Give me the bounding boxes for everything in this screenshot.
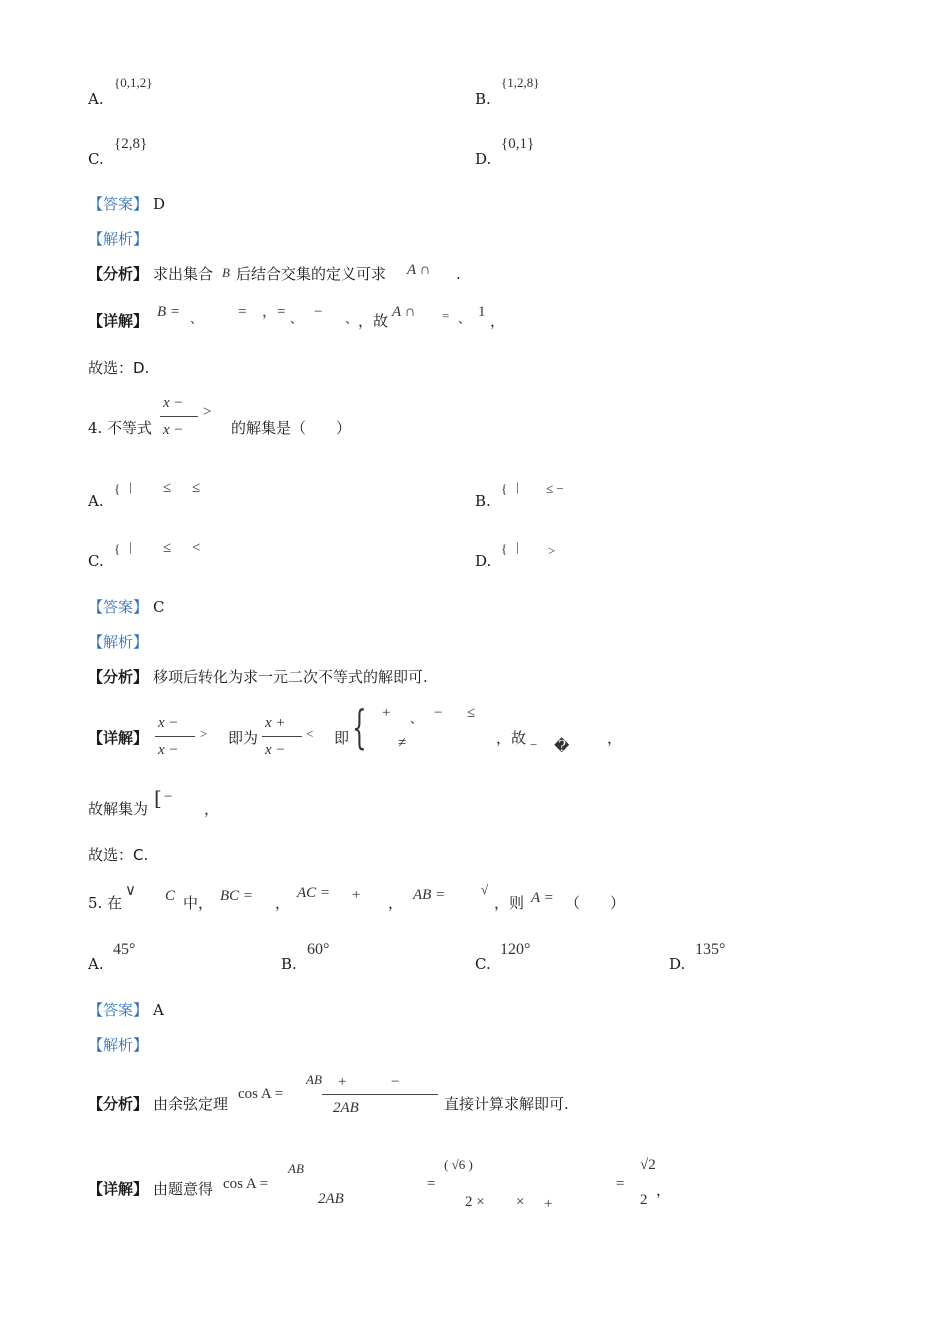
system-eq1: + — [382, 705, 391, 721]
fraction-denominator: 2AB — [318, 1191, 344, 1207]
solution-set-bracket: [ — [154, 786, 162, 810]
analysis-text: 移项后转化为求一元二次不等式的解即可. — [153, 668, 428, 686]
fraction-denominator: 2AB — [333, 1100, 359, 1116]
option-label: C. — [88, 552, 104, 570]
detail-text: ，故 — [358, 312, 389, 330]
question-number: 4. — [88, 419, 103, 437]
fraction-numerator: − — [391, 1074, 400, 1090]
option-value: { — [501, 481, 508, 496]
fraction-denominator: x − — [158, 742, 179, 758]
question-math: AC = — [297, 885, 331, 901]
option-value: {0,1} — [501, 136, 535, 152]
option-label: A. — [88, 492, 104, 510]
option-value: 60° — [307, 941, 330, 958]
detail-math: 、 — [190, 311, 204, 326]
relation-symbol: > — [203, 404, 212, 420]
option-value: { — [114, 481, 121, 496]
detail-text: ， — [607, 729, 623, 747]
option-value: { — [114, 541, 121, 556]
fraction-numerator: AB — [306, 1072, 322, 1087]
analysis-math: A ∩ — [407, 262, 431, 278]
question-math: A = — [531, 890, 554, 906]
analysis-text: 直接计算求解即可. — [444, 1095, 569, 1113]
fraction-numerator: x − — [158, 715, 179, 731]
option-value: {2,8} — [114, 136, 148, 152]
option-label: A. — [88, 955, 104, 973]
analysis-text: 由余弦定理 — [153, 1095, 229, 1113]
fraction-numerator: + — [338, 1074, 347, 1090]
analysis-tag: 【分析】 — [88, 668, 149, 686]
option-value: 135° — [695, 941, 726, 958]
fraction-numerator: √2 — [640, 1157, 656, 1173]
answer-value: C — [153, 598, 165, 616]
question-text: 不等式 — [107, 419, 153, 437]
detail-text: 即 — [334, 729, 350, 747]
analysis-tag: 【分析】 — [88, 1095, 149, 1113]
analysis-math: B — [222, 265, 230, 280]
system-eq1: 、 — [410, 711, 424, 726]
detail-math: cos A = — [223, 1176, 269, 1192]
detail-math: = — [442, 308, 450, 323]
fraction-denominator: 2 — [640, 1192, 648, 1208]
detail-math: A ∩ — [392, 304, 416, 320]
option-value: ≤ − — [546, 481, 564, 496]
option-value: { — [501, 541, 508, 556]
fraction-numerator: AB — [288, 1161, 304, 1176]
fraction-denominator: + — [544, 1196, 553, 1212]
jiexi-tag: 【解析】 — [88, 230, 149, 248]
answer-tag: 【答案】 — [88, 195, 149, 213]
option-value: | — [129, 479, 132, 494]
option-value: > — [548, 543, 556, 558]
question-text: ，则 — [494, 894, 525, 912]
option-value: < — [192, 540, 201, 556]
detail-text: 即为 — [228, 729, 259, 747]
option-value: 45° — [113, 941, 136, 958]
option-value: | — [129, 539, 132, 554]
option-value: ≤ — [192, 480, 201, 496]
jiexi-tag: 【解析】 — [88, 633, 149, 651]
relation-symbol: < — [306, 726, 314, 741]
system-brace: { — [352, 700, 367, 754]
option-label: D. — [475, 150, 492, 168]
detail-text: ， — [490, 312, 506, 330]
answer-tag: 【答案】 — [88, 1001, 149, 1019]
analysis-text: 求出集合 — [153, 265, 214, 283]
option-label: C. — [88, 150, 104, 168]
system-eq2: ≠ — [398, 735, 407, 751]
question-math: C — [165, 888, 176, 904]
answer-value: D — [153, 195, 166, 213]
analysis-math: cos A = — [238, 1086, 284, 1102]
question-text: 中， — [183, 894, 214, 912]
solution-set-label: 故解集为 — [88, 800, 149, 818]
fraction-denominator: x − — [163, 422, 184, 438]
detail-text: 由题意得 — [153, 1180, 214, 1198]
solution-set-math: − — [164, 789, 173, 805]
option-label: B. — [281, 955, 297, 973]
question-math: BC = — [220, 888, 254, 904]
detail-math: = — [238, 304, 247, 320]
choose-text: 故选：D. — [88, 359, 150, 377]
detail-math: ，= — [262, 304, 286, 320]
relation-symbol: > — [200, 726, 208, 741]
option-value: ≤ — [163, 480, 172, 496]
choose-text: 故选：C. — [88, 846, 149, 864]
fraction-numerator: x − — [163, 395, 184, 411]
option-label: A. — [88, 90, 104, 108]
fraction-bar — [160, 416, 198, 417]
analysis-tag: 【分析】 — [88, 265, 149, 283]
option-label: B. — [475, 492, 491, 510]
detail-math: 、 — [458, 311, 472, 326]
analysis-text: . — [456, 265, 461, 283]
option-value: | — [516, 479, 519, 494]
detail-math: − — [314, 304, 323, 320]
fraction-denominator: x − — [265, 742, 286, 758]
detail-math: � — [554, 739, 570, 755]
detail-tag: 【详解】 — [88, 312, 149, 330]
option-label: C. — [475, 955, 491, 973]
answer-tag: 【答案】 — [88, 598, 149, 616]
question-math: ∨ — [125, 883, 136, 899]
system-eq1: − — [434, 705, 443, 721]
option-value: 120° — [500, 941, 531, 958]
jiexi-tag: 【解析】 — [88, 1036, 149, 1054]
detail-math: 、 — [290, 311, 304, 326]
detail-math: 1 — [478, 304, 486, 320]
detail-text: ，故 — [496, 729, 527, 747]
fraction-numerator: ( √6 ) — [444, 1157, 473, 1172]
question-text: ， — [388, 894, 404, 912]
detail-text: ， — [656, 1181, 672, 1199]
option-label: B. — [475, 90, 491, 108]
detail-math: = — [616, 1176, 625, 1192]
question-text: （ ） — [565, 894, 626, 912]
detail-tag: 【详解】 — [88, 729, 149, 747]
option-label: D. — [475, 552, 492, 570]
question-text: 在 — [107, 894, 123, 912]
option-value: ≤ — [163, 540, 172, 556]
detail-text: ， — [204, 800, 220, 818]
question-text: 的解集是（ — [231, 419, 307, 437]
question-text: ， — [275, 894, 291, 912]
detail-math: − — [530, 737, 538, 752]
fraction-numerator: x + — [265, 715, 286, 731]
question-math: + — [352, 887, 361, 903]
fraction-bar — [322, 1094, 438, 1095]
analysis-text: 后结合交集的定义可求 — [236, 265, 387, 283]
option-value: {1,2,8} — [501, 75, 540, 90]
detail-tag: 【详解】 — [88, 1180, 149, 1198]
option-value: | — [516, 539, 519, 554]
option-label: D. — [669, 955, 686, 973]
answer-value: A — [153, 1001, 164, 1019]
detail-math: = — [427, 1176, 436, 1192]
fraction-bar — [262, 736, 302, 737]
fraction-bar — [155, 736, 195, 737]
question-number: 5. — [88, 894, 103, 912]
option-value: {0,1,2} — [114, 75, 153, 90]
system-eq1: ≤ — [467, 705, 476, 721]
question-text: ） — [336, 419, 352, 437]
detail-math: 、 — [345, 311, 359, 326]
question-math: AB = — [413, 887, 446, 903]
question-math: √ — [481, 882, 489, 897]
fraction-denominator: × — [516, 1194, 525, 1210]
detail-math: B = — [157, 304, 181, 320]
fraction-denominator: 2 × — [465, 1194, 485, 1210]
